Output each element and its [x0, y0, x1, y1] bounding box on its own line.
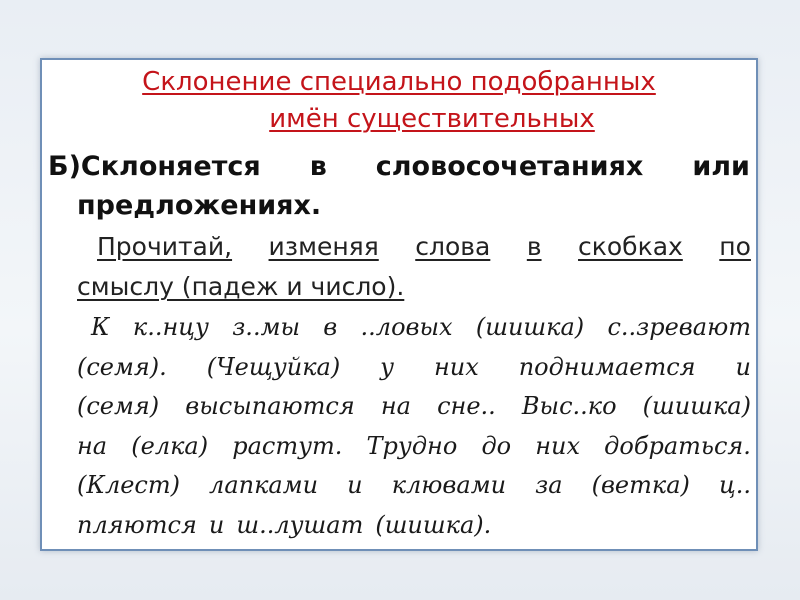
exercise-word: добраться. [604, 431, 751, 460]
exercise-word: ..ловых [360, 313, 453, 341]
exercise-word: (шишка) [642, 392, 751, 420]
exercise-word: лапками [209, 471, 319, 499]
instruction-word: слова [415, 232, 491, 261]
task-word: или [692, 151, 750, 182]
exercise-line [77, 387, 751, 427]
exercise-word: Выс..ко [521, 392, 617, 420]
exercise-word: и [208, 510, 225, 539]
exercise-word: (ветка) [591, 471, 690, 499]
instruction-word: изменяя [268, 232, 379, 261]
exercise-word: и [347, 471, 363, 499]
exercise-word: з..мы [232, 313, 301, 341]
exercise-word: высыпаются [185, 392, 355, 420]
exercise-word: в [323, 313, 338, 341]
exercise-word: за [535, 471, 563, 499]
instruction-word: в [526, 232, 542, 261]
exercise-word: на [380, 392, 411, 420]
task-line-2: предложениях. [77, 190, 322, 221]
instruction-word: по [719, 232, 751, 261]
exercise-word: (елка) [131, 431, 209, 460]
exercise-word: сне.. [437, 392, 496, 420]
exercise-line [77, 506, 751, 546]
exercise-text [77, 308, 751, 545]
exercise-line [77, 466, 751, 506]
exercise-word: пляются [77, 510, 197, 539]
exercise-word: (шишка) [475, 313, 585, 341]
task-word: Б)Склоняется [48, 151, 261, 182]
exercise-line [77, 427, 751, 467]
exercise-word: них [535, 431, 581, 460]
exercise-word: (Чещуйка) [206, 352, 341, 381]
exercise-line [77, 348, 751, 388]
exercise-word: ц.. [718, 471, 751, 499]
exercise-word: растут. [232, 431, 343, 460]
exercise-word: ш..лушат [236, 510, 364, 539]
instruction-line-1 [77, 227, 751, 267]
slide-title [42, 64, 756, 138]
exercise-word: и [735, 352, 751, 381]
exercise-word: клювами [391, 471, 507, 499]
exercise-line [77, 308, 751, 348]
title-line-2: имён существительных [269, 104, 595, 134]
exercise-word: (Клест) [77, 471, 180, 499]
title-line-1: Склонение специально подобранных [142, 67, 656, 97]
exercise-word: на [77, 431, 108, 460]
task-line-1 [48, 147, 750, 186]
exercise-word: (семя). [77, 352, 167, 381]
exercise-word: к..нцу [132, 313, 209, 341]
exercise-word: до [481, 431, 512, 460]
instruction [77, 227, 751, 307]
exercise-word: К [91, 313, 110, 341]
exercise-word: (шишка). [375, 510, 492, 539]
task-word: словосочетаниях [375, 151, 644, 182]
instruction-line-2: смыслу (падеж и число). [77, 272, 405, 301]
exercise-word: у [380, 352, 395, 381]
exercise-word: них [433, 352, 479, 381]
exercise-word: Трудно [366, 431, 458, 460]
task-word: в [309, 151, 327, 182]
exercise-word: с..зревают [607, 313, 751, 341]
instruction-word: Прочитай, [97, 232, 233, 261]
task-statement [48, 147, 750, 225]
exercise-word: поднимается [518, 352, 696, 381]
instruction-word: скобках [578, 232, 683, 261]
exercise-word: (семя) [77, 392, 160, 420]
